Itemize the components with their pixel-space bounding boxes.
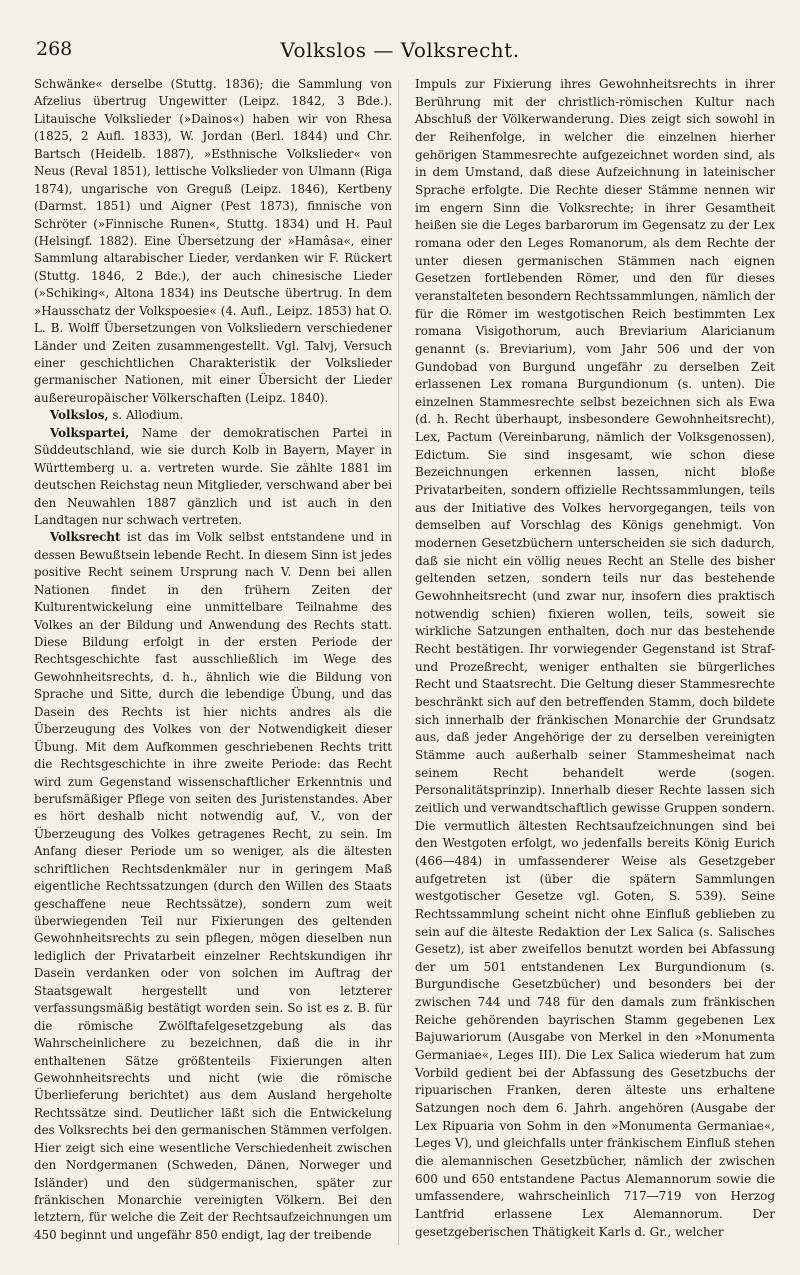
column-divider <box>398 80 399 1245</box>
headword-volkslos: Volkslos, <box>50 408 109 423</box>
page-header <box>36 38 764 68</box>
volksrecht-continuation: Impuls zur Fixierung ihres Gewohnheitsrechts in ihrer Berührung mit der christlich-römischen Kultur nach Abschluß der Völkerwanderung. Dies zeigt sich sowohl in der Reihenfolge, in welcher die einzelnen hierher gehörigen Stammesrechte aufgezeichnet worden sind, als in dem Umstand, daß diese Aufzeichnung in lateinischer Sprache erfolgte. Die Rechte dieser Stämme nennen wir im engern Sinn die Volksrechte; in ihrer Gesamtheit heißen sie die Leges barbarorum im Gegensatz zu der Lex romana oder den Leges Romanorum, als dem Rechte der unter diesen germanischen Stämmen nach eignen Gesetzen fortlebenden Römer, und den für dieses veranstalteten besondern Rechtssammlungen, nämlich der für die Römer im westgotischen Reich bestimmten Lex romana Visigothorum, auch Breviarium Alaricianum genannt (s. Breviarium), vom Jahr 506 und der von Gundobad von Burgund ungefähr zu derselben Zeit erlassenen Lex romana Burgundionum (s. unten). Die einzelnen Stammesrechte selbst bezeichnen sich als Ewa (d. h. Recht überhaupt, insbesondere Gewohnheitsrecht), Lex, Pactum (Vereinbarung, nämlich der Volksgenossen), Edictum. Sie sind insgesamt, wie schon diese Bezeichnungen erkennen lassen, nicht bloße Privatarbeiten, sondern offizielle Rechtssammlungen, teils aus der Initiative des Volkes hervorgegangen, teils von demselben auf Vorschlag des Königs genehmigt. Von modernen Gesetzbüchern unterscheiden sie sich dadurch, daß sie nicht ein völlig neues Recht an Stelle des bisher geltenden setzen, sondern teils nur das bestehende Gewohnheitsrecht (und zwar nur, insofern dies praktisch notwendig schien) fixieren wollen, teils, soweit sie wirkliche Satzungen enthalten, doch nur das bestehende Recht bestätigen. Ihr vorwiegender Gegenstand ist Straf- und Prozeßrecht, weniger enthalten sie bürgerliches Recht und Staatsrecht. Die Geltung dieser Stammesrechte beschränkt sich auf den betreffenden Stamm, doch bildete sich innerhalb der fränkischen Monarchie der Grundsatz aus, daß jeder Angehörige der zu derselben vereinigten Stämme auch außerhalb seiner Stammesheimat nach seinem Recht behandelt werde (sogen. Personalitätsprinzip). Innerhalb dieser Rechte lassen sich zeitlich und verwandtschaftlich gewisse Gruppen sondern. Die vermutlich ältesten Rechtsaufzeichnungen sind bei den Westgoten erfolgt, wo jedenfalls bereits König Eurich (466—484) in umfassenderer Weise als Gesetzgeber aufgetreten ist (über die spätern Sammlungen westgotischer Gesetze vgl. Goten, S. 539). Seine Rechtssammlung scheint nicht ohne Einfluß geblieben zu sein auf die älteste Redaktion der Lex Salica (s. Salisches Gesetz), ist aber zweifellos benutzt worden bei Abfassung der um 501 entstandenen Lex Burgundionum (s. Burgundische Gesetzbücher) und besonders bei der zwischen 744 und 748 für den damals zum fränkischen Reiche gehörenden bayrischen Stamm gegebenen Lex Bajuwariorum (Ausgabe von Merkel in den »Monumenta Germaniae«, Leges III). Die Lex Salica wiederum hat zum Vorbild gedient bei der Abfassung des Gesetzbuchs der ripuarischen Franken, deren älteste uns erhaltene Satzungen noch dem 6. Jahrh. angehören (Ausgabe der Lex Ripuaria von Sohm in den »Monumenta Germaniae«, Leges V), und gleichfalls unter fränkischem Einfluß stehen die alemannischen Gesetzbücher, nämlich der zwischen 600 und 650 entstandene Pactus Alemannorum sowie die umfassendere, wahrscheinlich 717—719 von Herzog Lantfrid erlassene Lex Alemannorum. Der gesetzgeberischen Thätigkeit Karls d. Gr., welcher <box>415 77 775 1239</box>
page-number: 268 <box>36 38 73 60</box>
entry-volksrecht <box>34 529 392 1244</box>
entry-volksrecht-text: ist das im Volk selbst entstandene und in dessen Bewußtsein lebende Recht. In diesem Sinn ist jedes positive Recht seinem Ursprung nach V. Denn bei allen Nationen findet in den frühern Zeiten der Kulturentwickelung eine unmittelbare Teilnahme des Volkes an der Bildung und Anwendung des Rechts statt. Diese Bildung erfolgt in der ersten Periode der Rechtsgeschichte fast ausschließlich im Wege des Gewohnheitsrechts, d. h., ähnlich wie die Bildung von Sprache und Sitte, durch die lebendige Übung, und das Dasein des Rechts ist hier nichts andres als die Überzeugung des Volkes von der Notwendigkeit dieser Übung. Mit dem Aufkommen geschriebenen Rechts tritt die Rechtsgeschichte in ihre zweite Periode: das Recht wird zum Gegenstand wissenschaftlicher Erkenntnis und berufsmäßiger Pflege von seiten des Juristenstandes. Aber es hört deshalb nicht notwendig auf, V., von der Überzeugung des Volkes getragenes Recht, zu sein. Im Anfang dieser Periode um so weniger, als die ältesten schriftlichen Rechtsdenkmäler nur in geringem Maß eigentliche Rechtssatzungen (durch den Willen des Staats geschaffene neue Rechtssätze), sondern zum weit überwiegenden Teil nur Fixierungen des geltenden Gewohnheitsrechts zu sein pflegen, mögen dieselben nun lediglich der Privatarbeit einzelner Rechtskundigen ihr Dasein verdanken oder von solchen im Auftrag der Staatsgewalt hergestellt und von letzterer verfassungsmäßig bestätigt worden sein. So ist es z. B. für die römische Zwölftafelgesetzgebung als das Wahrscheinlichere zu bezeichnen, daß die in ihr enthaltenen Sätze größtenteils Fixierungen alten Gewohnheitsrechts und nicht (wie die römische Überlieferung berichtet) aus dem Ausland hergeholte Rechtssätze sind. Deutlicher läßt sich die Entwickelung des Volksrechts bei den germanischen Stämmen verfolgen. Hier zeigt sich eine wesentliche Verschiedenheit zwischen den Nordgermanen (Schweden, Dänen, Norweger und Isländer) und den südgermanischen, später zur fränkischen Monarchie vereinigten Völkern. Bei den letztern, für welche die Zeit der Rechtsaufzeichnungen um 450 beginnt und ungefähr 850 endigt, lag der treibende <box>34 530 393 1242</box>
entry-volkspartei-text: Name der demokratischen Partei in Süddeutschland, wie sie durch Kolb in Bayern, Mayer in Württemberg u. a. vertreten wurde. Sie zählte 1881 im deutschen Reichstag neun Mitglieder, verschwand aber bei den Neuwahlen 1887 gänzlich und ist auch in den Landtagen nur schwach vertreten. <box>34 425 393 527</box>
entry-volkslos <box>34 407 392 424</box>
running-title: Volkslos — Volksrecht. <box>280 38 520 62</box>
volkslieder-continuation: Schwänke« derselbe (Stuttg. 1836); die Sammlung von Afzelius übertrug Ungewitter (Leipz. 1842, 3 Bde.). Litauische Volkslieder (»Dainos«) haben wir von Rhesa (1825, 2 Aufl. 1833), W. Jordan (Berl. 1844) und Chr. Bartsch (Heidelb. 1887), »Esthnische Volkslieder« von Neus (Reval 1851), lettische Volkslieder von Ulmann (Riga 1874), ungarische von Greguß (Leipz. 1846), Kertbeny (Darmst. 1851) und Aigner (Pest 1873), finnische von Schröter (»Finnische Runen«, Stuttg. 1834) und H. Paul (Helsingf. 1882). Eine Übersetzung der »Hamâsa«, einer Sammlung altarabischer Lieder, verdanken wir F. Rückert (Stuttg. 1846, 2 Bde.), der auch chinesische Lieder (»Schiking«, Altona 1834) ins Deutsche übertrug. In dem »Hausschatz der Volkspoesie« (4. Aufl., Leipz. 1853) hat O. L. B. Wolff Übersetzungen von Volksliedern verschiedener Länder und Zeiten zusammengestellt. Vgl. Talvj, Versuch einer geschichtlichen Charakteristik der Volkslieder germanischer Nationen, mit einer Übersicht der Lieder außereuropäischer Völkerschaften (Leipz. 1840). <box>34 77 392 405</box>
headword-volksrecht: Volksrecht <box>50 530 121 545</box>
entry-volkslos-text: s. Allodium. <box>112 408 184 423</box>
left-column <box>34 76 392 1244</box>
headword-volkspartei: Volkspartei, <box>50 425 130 440</box>
right-column <box>415 76 775 1241</box>
entry-volkspartei <box>34 425 392 530</box>
